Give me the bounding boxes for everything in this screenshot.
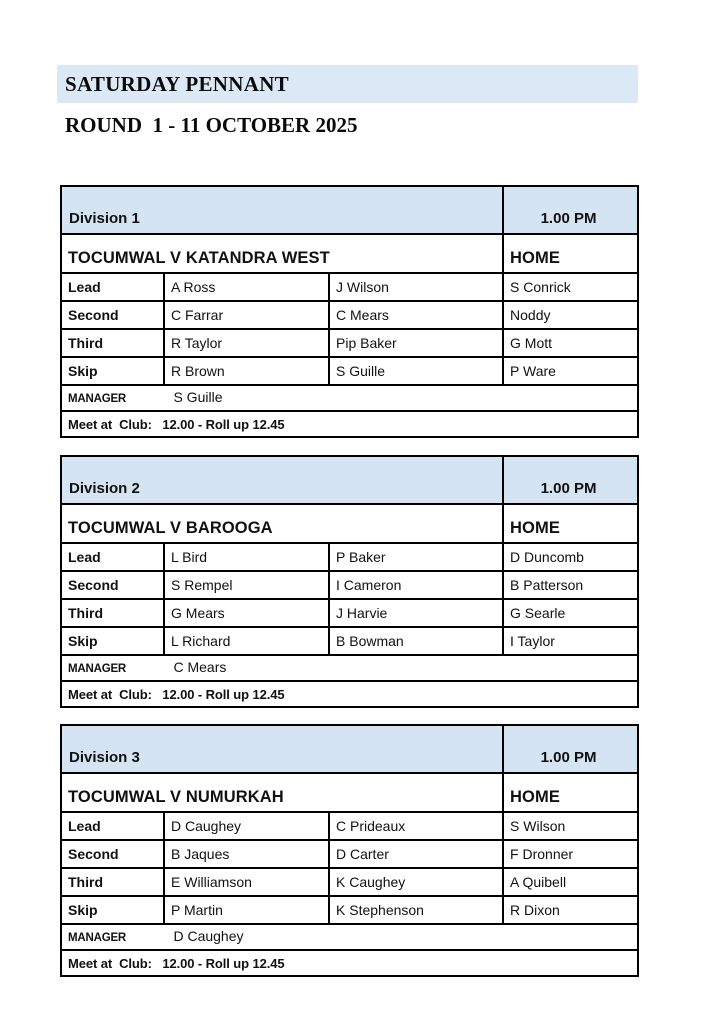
role-label: Second	[61, 301, 164, 329]
player-name: K Caughey	[329, 868, 503, 896]
player-name: L Richard	[164, 627, 329, 655]
role-label: Lead	[61, 812, 164, 840]
table-row	[61, 456, 638, 504]
match-time: 1.00 PM	[503, 725, 638, 773]
division-2-grid	[60, 455, 639, 708]
table-row	[61, 812, 638, 840]
player-name: C Prideaux	[329, 812, 503, 840]
table-row	[61, 186, 638, 234]
table-row	[61, 385, 638, 411]
role-label: Lead	[61, 273, 164, 301]
match-title: TOCUMWAL V KATANDRA WEST	[61, 234, 503, 273]
player-name: I Taylor	[503, 627, 638, 655]
manager-row	[61, 924, 638, 950]
table-row	[61, 896, 638, 924]
player-name: R Dixon	[503, 896, 638, 924]
player-name: C Mears	[329, 301, 503, 329]
match-time: 1.00 PM	[503, 186, 638, 234]
player-name: G Searle	[503, 599, 638, 627]
player-name: R Brown	[164, 357, 329, 385]
meet-info: Meet at Club: 12.00 - Roll up 12.45	[61, 411, 638, 437]
table-row	[61, 357, 638, 385]
role-label: Third	[61, 868, 164, 896]
player-name: S Wilson	[503, 812, 638, 840]
role-label: Second	[61, 840, 164, 868]
banner-title: SATURDAY PENNANT	[65, 71, 289, 96]
player-name: E Williamson	[164, 868, 329, 896]
manager-name: D Caughey	[173, 928, 244, 944]
table-row	[61, 868, 638, 896]
meet-info: Meet at Club: 12.00 - Roll up 12.45	[61, 950, 638, 976]
table-row	[61, 273, 638, 301]
division-2-table	[60, 455, 637, 708]
player-name: Noddy	[503, 301, 638, 329]
player-name: P Ware	[503, 357, 638, 385]
player-name: P Martin	[164, 896, 329, 924]
table-row	[61, 681, 638, 707]
venue-label: HOME	[503, 504, 638, 543]
table-row	[61, 543, 638, 571]
player-name: G Mott	[503, 329, 638, 357]
manager-name: S Guille	[173, 389, 223, 405]
player-name: B Jaques	[164, 840, 329, 868]
player-name: I Cameron	[329, 571, 503, 599]
player-name: J Harvie	[329, 599, 503, 627]
role-label: Skip	[61, 357, 164, 385]
player-name: B Patterson	[503, 571, 638, 599]
player-name: R Taylor	[164, 329, 329, 357]
match-title: TOCUMWAL V BAROOGA	[61, 504, 503, 543]
player-name: D Duncomb	[503, 543, 638, 571]
table-row	[61, 301, 638, 329]
player-name: D Carter	[329, 840, 503, 868]
player-name: K Stephenson	[329, 896, 503, 924]
table-row	[61, 725, 638, 773]
player-name: J Wilson	[329, 273, 503, 301]
table-row	[61, 655, 638, 681]
player-name: P Baker	[329, 543, 503, 571]
table-row	[61, 840, 638, 868]
table-row	[61, 950, 638, 976]
division-3-table	[60, 724, 637, 977]
player-name: A Ross	[164, 273, 329, 301]
manager-row	[61, 655, 638, 681]
player-name: Pip Baker	[329, 329, 503, 357]
division-3-grid	[60, 724, 639, 977]
round-title: ROUND 1 - 11 OCTOBER 2025	[65, 113, 358, 137]
player-name: G Mears	[164, 599, 329, 627]
match-time: 1.00 PM	[503, 456, 638, 504]
division-title: Division 3	[61, 725, 503, 773]
manager-label: MANAGER	[68, 393, 127, 405]
match-title: TOCUMWAL V NUMURKAH	[61, 773, 503, 812]
table-row	[61, 571, 638, 599]
manager-row	[61, 385, 638, 411]
venue-label: HOME	[503, 234, 638, 273]
division-1-grid	[60, 185, 639, 438]
division-1-table	[60, 185, 637, 438]
player-name: B Bowman	[329, 627, 503, 655]
player-name: D Caughey	[164, 812, 329, 840]
player-name: F Dronner	[503, 840, 638, 868]
banner	[57, 65, 638, 103]
division-title: Division 2	[61, 456, 503, 504]
role-label: Skip	[61, 896, 164, 924]
table-row	[61, 627, 638, 655]
player-name: C Farrar	[164, 301, 329, 329]
player-name: L Bird	[164, 543, 329, 571]
player-name: A Quibell	[503, 868, 638, 896]
venue-label: HOME	[503, 773, 638, 812]
role-label: Third	[61, 329, 164, 357]
player-name: S Guille	[329, 357, 503, 385]
role-label: Second	[61, 571, 164, 599]
manager-name: C Mears	[173, 659, 227, 675]
manager-label: MANAGER	[68, 932, 127, 944]
division-title: Division 1	[61, 186, 503, 234]
table-row	[61, 924, 638, 950]
table-row	[61, 504, 638, 543]
role-label: Skip	[61, 627, 164, 655]
player-name: S Conrick	[503, 273, 638, 301]
role-label: Lead	[61, 543, 164, 571]
table-row	[61, 773, 638, 812]
table-row	[61, 234, 638, 273]
manager-label: MANAGER	[68, 663, 127, 675]
role-label: Third	[61, 599, 164, 627]
player-name: S Rempel	[164, 571, 329, 599]
table-row	[61, 329, 638, 357]
meet-info: Meet at Club: 12.00 - Roll up 12.45	[61, 681, 638, 707]
table-row	[61, 411, 638, 437]
table-row	[61, 599, 638, 627]
